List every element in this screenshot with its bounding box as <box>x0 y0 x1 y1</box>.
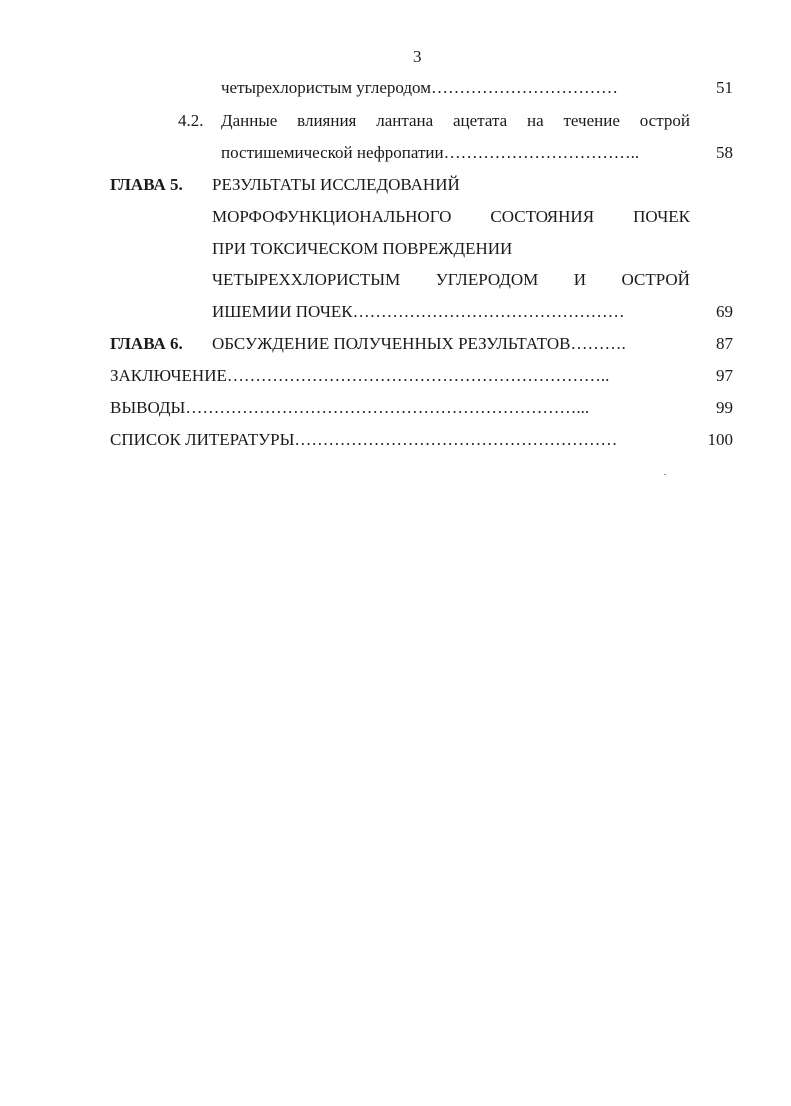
toc-page-number: 97 <box>716 366 733 385</box>
toc-chapter-label: ГЛАВА 5. <box>110 175 183 194</box>
toc-page-number: 99 <box>716 398 733 417</box>
toc-word: ЧЕТЫРЕХХЛОРИСТЫМ <box>212 270 401 289</box>
toc-chapter-label: ГЛАВА 6. <box>110 334 183 353</box>
toc-word: МОРФОФУНКЦИОНАЛЬНОГО <box>212 207 452 226</box>
toc-section-number: 4.2. <box>178 111 204 130</box>
toc-entry-text: РЕЗУЛЬТАТЫ ИССЛЕДОВАНИЙ <box>212 175 460 194</box>
toc-word: ОСТРОЙ <box>621 270 690 289</box>
toc-word: Данные <box>221 111 278 130</box>
toc-page-number: 69 <box>716 302 733 321</box>
toc-entry-text: четырехлористым углеродом…………………………… <box>221 78 618 97</box>
toc-page-number: 51 <box>716 78 733 97</box>
toc-word: УГЛЕРОДОМ <box>435 270 539 289</box>
toc-word: И <box>573 270 587 289</box>
toc-entry-text <box>212 207 690 227</box>
toc-entry-text: ПРИ ТОКСИЧЕСКОМ ПОВРЕЖДЕНИИ <box>212 239 513 258</box>
toc-entry-text: ИШЕМИИ ПОЧЕК………………………………………… <box>212 302 625 321</box>
toc-entry-text: СПИСОК ЛИТЕРАТУРЫ………………………………………………… <box>110 430 618 449</box>
toc-entry-text: ВЫВОДЫ……………………………………………………………... <box>110 398 590 417</box>
toc-word: на <box>526 111 544 130</box>
toc-page-number: 100 <box>707 430 733 449</box>
toc-word: острой <box>639 111 690 130</box>
toc-entry-text: ЗАКЛЮЧЕНИЕ………………………………………………………….. <box>110 366 610 385</box>
toc-entry-text: постишемической нефропатии…………………………….. <box>221 143 640 162</box>
page-number: 3 <box>413 47 422 66</box>
toc-entry-text <box>212 270 690 290</box>
toc-entry-text <box>221 111 690 131</box>
toc-word: ацетата <box>453 111 508 130</box>
toc-page-number: 87 <box>716 334 733 353</box>
toc-word: влияния <box>297 111 357 130</box>
toc-page-number: 58 <box>716 143 733 162</box>
toc-word: лантана <box>376 111 434 130</box>
scan-speck <box>664 474 666 475</box>
toc-word: ПОЧЕК <box>633 207 690 226</box>
toc-word: СОСТОЯНИЯ <box>490 207 595 226</box>
toc-word: течение <box>563 111 620 130</box>
toc-entry-text: ОБСУЖДЕНИЕ ПОЛУЧЕННЫХ РЕЗУЛЬТАТОВ………. <box>212 334 626 353</box>
